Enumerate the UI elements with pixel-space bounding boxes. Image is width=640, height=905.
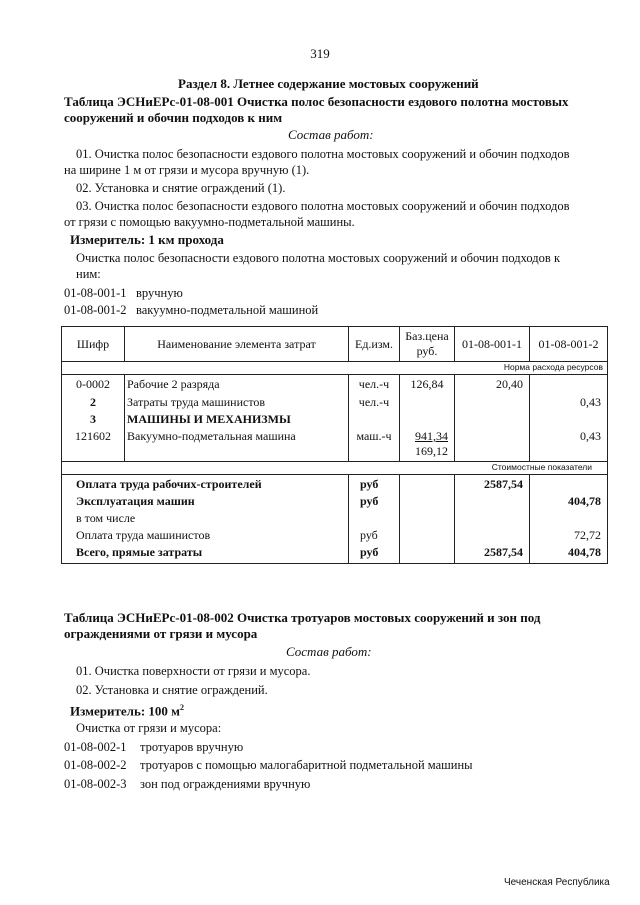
table1-work-3-line2: от грязи с помощью вакуумно-подметальной машины. — [64, 215, 355, 229]
table2-title-line1: Таблица ЭСНиЕРс-01-08-002 Очистка тротуаров мостовых сооружений и зон под — [64, 610, 541, 625]
table1-composition-heading: Состав работ: — [288, 127, 374, 142]
cost-header: Стоимостные показатели — [491, 462, 592, 472]
row-value-col1: 20,40 — [496, 377, 523, 391]
cost-value-col1: 2587,54 — [484, 477, 523, 491]
table1-title-line1: Таблица ЭСНиЕРс-01-08-001 Очистка полос безопасности ездового полотна мостовых — [64, 94, 569, 109]
cost-unit: руб — [360, 477, 379, 491]
cost-unit: руб — [360, 528, 378, 542]
row-price: 941,34 — [415, 429, 448, 443]
page-number: 319 — [310, 46, 330, 61]
row-name: Рабочие 2 разряда — [127, 377, 220, 391]
table2-code-3-label: зон под ограждениями вручную — [140, 777, 311, 791]
cost-value-col2: 72,72 — [574, 528, 601, 542]
row-code: 121602 — [75, 429, 111, 443]
cost-unit: руб — [360, 494, 379, 508]
table2-code-1: 01-08-002-1 — [64, 740, 127, 754]
row-code: 2 — [90, 395, 96, 409]
cost-name: в том числе — [76, 511, 136, 525]
cost-name: Оплата труда рабочих-строителей — [76, 477, 262, 491]
row-price: 126,84 — [410, 377, 444, 391]
header-unit: Ед.изм. — [354, 337, 394, 351]
table2-meter-sup: 2 — [180, 703, 185, 712]
table1-meter: Измеритель: 1 км прохода — [70, 232, 224, 247]
table2-code-2: 01-08-002-2 — [64, 758, 127, 772]
table1-description-line2: ним: — [76, 267, 101, 281]
table1-code-1-label: вручную — [136, 286, 183, 300]
table1-work-3-line1: 03. Очистка полос безопасности ездового полотна мостовых сооружений и обочин подходов — [76, 199, 570, 213]
cost-name: Эксплуатация машин — [76, 494, 195, 508]
cost-name: Всего, прямые затраты — [76, 545, 203, 559]
cost-value-col1: 2587,54 — [484, 545, 523, 559]
row-name: Затраты труда машинистов — [127, 395, 266, 409]
table2-work-2: 02. Установка и снятие ограждений. — [76, 683, 268, 697]
cost-value-col2: 404,78 — [568, 545, 601, 559]
header-col2: 01-08-001-2 — [538, 337, 599, 351]
row-code: 0-0002 — [76, 377, 110, 391]
row-name: Вакуумно-подметальная машина — [127, 429, 296, 443]
cost-name: Оплата труда машинистов — [76, 528, 211, 542]
table2-code-1-label: тротуаров вручную — [140, 740, 244, 754]
table1-title-line2: сооружений и обочин подходов к ним — [64, 110, 283, 125]
footer-region: Чеченская Республика — [504, 877, 610, 888]
row-code: 3 — [90, 412, 96, 426]
table1-work-1-line1: 01. Очистка полос безопасности ездового полотна мостовых сооружений и обочин подходов — [76, 147, 570, 161]
row-name: МАШИНЫ И МЕХАНИЗМЫ — [127, 412, 291, 426]
norm-header: Норма расхода ресурсов — [503, 362, 603, 372]
table2-code-3: 01-08-002-3 — [64, 777, 127, 791]
table2-meter — [70, 700, 184, 719]
row-price-secondary: 169,12 — [415, 444, 448, 458]
header-name: Наименование элемента затрат — [157, 337, 316, 351]
row-unit: маш.-ч — [356, 429, 392, 443]
table2-meter-text: Измеритель: 100 м — [70, 703, 181, 719]
table2-code-2-label: тротуаров с помощью малогабаритной подметальной машины — [140, 758, 473, 772]
row-value-col2: 0,43 — [580, 429, 601, 443]
table2-work-1: 01. Очистка поверхности от грязи и мусора. — [76, 664, 311, 678]
header-code: Шифр — [76, 337, 110, 351]
cost-unit: руб — [360, 545, 379, 559]
table2-composition-heading: Состав работ: — [286, 644, 372, 659]
table1-code-2: 01-08-001-2 — [64, 303, 127, 317]
table1-code-2-label: вакуумно-подметальной машиной — [136, 303, 319, 317]
cost-value-col2: 404,78 — [568, 494, 601, 508]
table1-work-1-line2: на ширине 1 м от грязи и мусора вручную (1). — [64, 163, 310, 177]
row-unit: чел.-ч — [358, 377, 390, 391]
header-price-line1: Баз.цена — [405, 329, 449, 343]
section-title: Раздел 8. Летнее содержание мостовых сооружений — [178, 76, 479, 91]
header-col1: 01-08-001-1 — [462, 337, 522, 351]
header-price-line2: руб. — [416, 344, 438, 358]
row-value-col2: 0,43 — [580, 395, 601, 409]
table1-work-2: 02. Установка и снятие ограждений (1). — [76, 181, 286, 195]
table2-description: Очистка от грязи и мусора: — [76, 721, 222, 735]
table2-title-line2: ограждениями от грязи и мусора — [64, 626, 258, 641]
row-unit: чел.-ч — [358, 395, 390, 409]
table1-description-line1: Очистка полос безопасности ездового полотна мостовых сооружений и обочин подходов к — [76, 251, 561, 265]
table1-code-1: 01-08-001-1 — [64, 286, 127, 300]
